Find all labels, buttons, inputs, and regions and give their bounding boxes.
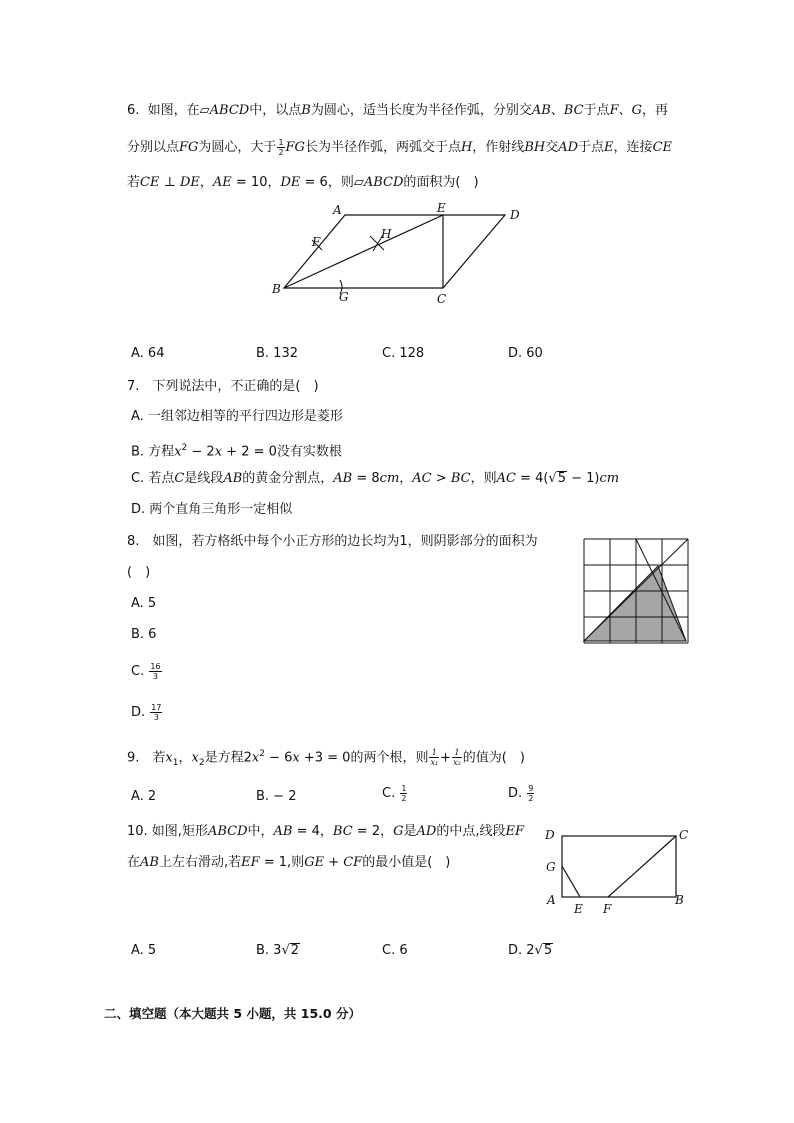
q9-text: − 6 — [264, 750, 293, 766]
q7-math: BC — [450, 471, 471, 486]
q9-text: 是方程2 — [204, 750, 252, 766]
q10-math: CF — [343, 855, 363, 870]
q7-math: AC — [412, 471, 432, 486]
label-d: D — [545, 828, 555, 842]
q7-math: x — [214, 444, 223, 460]
fraction-numerator: 9 — [528, 784, 534, 793]
q7-text: = 8 — [352, 471, 380, 486]
label-a: A — [333, 203, 342, 217]
q10-math: GE — [304, 855, 325, 870]
fraction-denominator: x₂ — [453, 758, 461, 768]
q10-math: ABCD — [207, 824, 248, 839]
q10-math: EF — [241, 855, 260, 870]
q10-option-c: C. 6 — [382, 943, 408, 958]
q6-option-d: D. 60 — [508, 346, 543, 361]
q9-option-b: B. − 2 — [256, 789, 297, 804]
label-f: F — [603, 902, 612, 916]
q9-exponent: 2 — [259, 749, 265, 759]
q6-text: 交 — [545, 140, 559, 155]
q9-text: +3 = 0的两个根，则 — [299, 750, 429, 766]
q6-text: = 6，则▱ — [300, 175, 364, 190]
q6-text: ，连接 — [613, 140, 653, 155]
q10-text: 中， — [247, 824, 274, 839]
q7-stem: 7. 下列说法中，不正确的是( ) — [127, 379, 319, 394]
q7-option-d: D. 两个直角三角形一定相似 — [131, 502, 293, 517]
q9-subscript: 1 — [172, 757, 179, 768]
q10-math: AB — [273, 824, 293, 839]
q6-text: 若 — [127, 175, 141, 190]
q7-text: = 4( — [515, 471, 549, 486]
q10-text: + — [324, 855, 344, 870]
q7-option-a: A. 一组邻边相等的平行四边形是菱形 — [131, 409, 343, 424]
q7-text: ， — [399, 471, 413, 486]
q6-math: B — [301, 103, 311, 118]
q6-math: AD — [558, 140, 579, 155]
q10-text: 10. 如图,矩形 — [127, 824, 208, 839]
q9-plus: + — [440, 750, 452, 766]
segment-ge — [562, 866, 580, 897]
q7-math: C — [174, 471, 185, 486]
sqrt-radicand: 2 — [290, 943, 300, 958]
fraction-denominator: 3 — [153, 713, 159, 722]
q7-text: B. 方程 — [131, 444, 175, 460]
fraction-numerator: 1 — [429, 748, 439, 758]
sqrt-radicand: 5 — [557, 471, 566, 486]
q10-text: 是 — [403, 824, 417, 839]
q6-text: 于点 — [583, 103, 610, 118]
label-e: E — [437, 201, 446, 215]
q7-math: AB — [333, 471, 353, 486]
label-c: C — [437, 292, 447, 306]
q7-text: 是线段 — [184, 471, 224, 486]
q6-math: CE — [652, 140, 672, 155]
q8-paren: ( ) — [127, 565, 151, 580]
q10-math: AD — [416, 824, 437, 839]
label-d: D — [510, 208, 520, 222]
q10-math: G — [393, 824, 404, 839]
label-f: F — [312, 235, 321, 249]
q7-text: + 2 = 0没有实数根 — [222, 444, 342, 460]
fraction-numerator: 17 — [151, 703, 162, 712]
q6-math: G — [631, 103, 642, 118]
label-h: H — [381, 227, 392, 241]
q9-option-a: A. 2 — [131, 789, 157, 804]
q6-text: 为圆心，大于 — [198, 140, 277, 155]
option-text: D. 2 — [508, 943, 535, 958]
fraction-denominator: 2 — [278, 148, 284, 157]
q6-math: F — [609, 103, 619, 118]
q7-text: C. 若点 — [131, 471, 175, 486]
q8-stem: 8. 如图，若方格纸中每个小正方形的边长均为1，则阴影部分的面积为 — [127, 534, 538, 549]
q9-subscript: 2 — [198, 757, 205, 768]
fraction-numerator: 1 — [278, 138, 284, 147]
q9-math: x — [165, 750, 173, 766]
label-e: E — [574, 902, 583, 916]
q6-math: FG — [179, 140, 199, 155]
q6-math: BC — [563, 103, 584, 118]
fraction-numerator: 1 — [401, 784, 407, 793]
q6-math: DE — [280, 175, 301, 190]
sqrt-radicand: 5 — [543, 943, 553, 958]
fraction-numerator: 16 — [150, 662, 161, 671]
q10-option-b — [256, 942, 300, 960]
section-2-heading: 二、填空题（本大题共 5 小题，共 15.0 分） — [104, 1006, 361, 1021]
q7-math: AB — [223, 471, 243, 486]
q6-text: ，作射线 — [472, 140, 525, 155]
q6-option-c: C. 128 — [382, 346, 425, 361]
q6-math: AE — [212, 175, 232, 190]
q7-math: cm — [599, 471, 620, 486]
fraction-numerator: 1 — [452, 748, 462, 758]
label-g: G — [339, 290, 349, 304]
q9-math: x — [292, 750, 300, 766]
q10-math: EF — [505, 824, 524, 839]
option-label: D. — [508, 786, 523, 801]
q9-text: 的值为( ) — [462, 750, 525, 766]
sqrt-sign: √ — [548, 471, 557, 486]
sqrt-sign: √ — [534, 943, 543, 958]
q8-option-a: A. 5 — [131, 596, 157, 611]
q6-text: 中，以点 — [249, 103, 302, 118]
q9-text: ， — [178, 750, 192, 766]
q6-text: 的面积为( ) — [403, 175, 479, 190]
q7-math: x — [174, 444, 182, 460]
q10-option-a: A. 5 — [131, 943, 157, 958]
q10-text: = 2， — [352, 824, 394, 839]
q6-math: AB — [531, 103, 551, 118]
q6-text: 分别以点 — [127, 140, 180, 155]
sqrt-sign: √ — [281, 943, 290, 958]
q6-math: ABCD — [363, 175, 404, 190]
label-b: B — [272, 282, 281, 296]
option-label: C. — [131, 664, 145, 679]
fraction-denominator: 2 — [401, 794, 407, 803]
q6-text: = 10， — [231, 175, 281, 190]
q10-text: 在 — [127, 855, 141, 870]
q6-text: 、 — [550, 103, 564, 118]
q9-math: x — [251, 750, 260, 766]
label-b: B — [675, 893, 684, 907]
q10-math: AB — [140, 855, 159, 870]
segment-cf — [608, 836, 676, 897]
label-c: C — [679, 828, 689, 842]
q7-math: AC — [496, 471, 516, 486]
q6-text: 为圆心，适当长度为半径作弧，分别交 — [310, 103, 532, 118]
q10-text: = 1,则 — [259, 855, 305, 870]
q10-option-d — [508, 942, 553, 960]
q6-text: 如图，在▱ — [147, 103, 210, 118]
q7-text: ，则 — [470, 471, 497, 486]
label-a: A — [547, 893, 556, 907]
q10-text: = 4， — [292, 824, 333, 839]
q6-text: ，再 — [642, 103, 669, 118]
option-text: B. 3 — [256, 943, 282, 958]
q7-text: − 2 — [187, 444, 215, 460]
q6-text: 长为半径作弧，两弧交于点 — [304, 140, 461, 155]
q7-math: cm — [379, 471, 400, 486]
q9-text: 9. 若 — [127, 750, 166, 766]
fraction-denominator: 2 — [528, 794, 534, 803]
option-label: C. — [382, 786, 396, 801]
q10-text: 上左右滑动,若 — [158, 855, 242, 870]
q6-number: 6. — [127, 103, 140, 118]
q6-option-a: A. 64 — [131, 346, 165, 361]
label-g: G — [546, 860, 556, 874]
q6-math: ABCD — [209, 103, 250, 118]
q7-exponent: 2 — [181, 443, 188, 453]
q10-text: 的最小值是( ) — [362, 855, 451, 870]
q6-math: H — [460, 140, 473, 155]
q10-math: BC — [332, 824, 353, 839]
q7-text: 的黄金分割点， — [242, 471, 334, 486]
q6-math: BH — [524, 140, 546, 155]
q10-text: 的中点,线段 — [436, 824, 506, 839]
option-label: D. — [131, 705, 146, 720]
q6-math: CE ⊥ DE — [140, 175, 200, 190]
q6-option-b: B. 132 — [256, 346, 298, 361]
q6-text: ， — [199, 175, 213, 190]
fraction-denominator: 3 — [152, 672, 158, 681]
q6-math: FG — [285, 140, 305, 155]
q8-option-b: B. 6 — [131, 627, 157, 642]
q6-math: E — [604, 140, 614, 155]
q6-text: 于点 — [578, 140, 605, 155]
fraction-denominator: x₁ — [430, 758, 439, 768]
q7-text: > — [431, 471, 451, 486]
q7-text: − 1) — [567, 471, 600, 486]
q9-math: x — [191, 750, 199, 766]
q6-text: 、 — [618, 103, 632, 118]
